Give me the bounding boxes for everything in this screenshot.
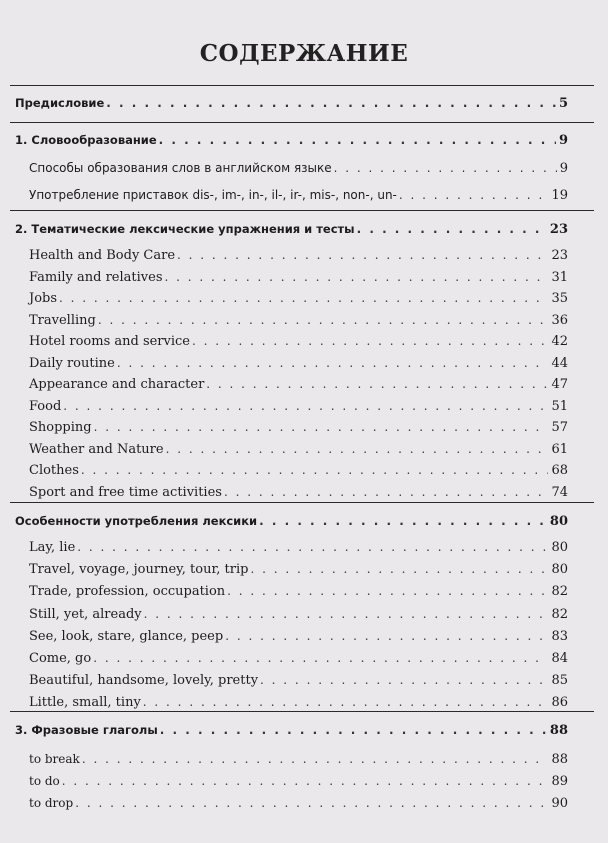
toc-subsection: [29, 626, 568, 646]
dot-leader: [94, 417, 549, 437]
dot-leader: [159, 130, 556, 150]
toc-subsection: [29, 482, 568, 502]
toc-subsection-title: Trade, profession, occupation: [29, 584, 226, 599]
toc-subsection-page: 47: [551, 377, 568, 392]
page-title: СОДЕРЖАНИЕ: [199, 40, 409, 67]
toc-subsection-title: Jobs: [29, 291, 58, 306]
toc-section-title: 2. Тематические лексические упражнения и тесты: [15, 222, 355, 236]
toc-subsection-page: 83: [551, 629, 568, 644]
toc-subsection-title: Appearance and character: [29, 377, 205, 392]
toc-subsection-page: 86: [551, 695, 568, 710]
toc-subsection-page: 82: [551, 584, 568, 599]
toc-subsection-page: 90: [551, 796, 568, 811]
dot-leader: [225, 626, 548, 646]
toc-subsection-title: Family and relatives: [29, 270, 163, 285]
toc-subsection-title: to break: [29, 752, 80, 766]
toc-section-page: 80: [549, 514, 568, 529]
toc-subsection-title: Shopping: [29, 420, 92, 435]
toc-subsection: [29, 417, 568, 437]
toc-subsection-page: 19: [551, 188, 568, 203]
toc-subsection: [29, 793, 568, 813]
toc-subsection: [29, 692, 568, 712]
dot-leader: [227, 581, 548, 601]
toc-subsection: [29, 604, 568, 624]
dot-leader: [357, 219, 547, 239]
dot-leader: [166, 439, 549, 459]
toc-subsection-page: 68: [551, 463, 568, 478]
toc-subsection: [29, 648, 568, 668]
section-divider: [10, 502, 594, 503]
toc-section-page: 23: [549, 222, 568, 237]
toc-subsection-title: Food: [29, 399, 62, 414]
toc-subsection: [29, 771, 568, 791]
dot-leader: [399, 185, 549, 205]
toc-subsection: [29, 749, 568, 769]
toc-subsection: [29, 559, 568, 579]
toc-subsection-page: 80: [551, 540, 568, 555]
toc-subsection: [29, 439, 568, 459]
toc-subsection-title: to drop: [29, 796, 74, 810]
toc-section-page: 9: [558, 133, 568, 148]
toc-subsection-title: Come, go: [29, 651, 92, 666]
toc-subsection: [29, 245, 568, 265]
dot-leader: [59, 288, 548, 308]
toc-subsection-title: See, look, stare, glance, peep: [29, 629, 224, 644]
toc-subsection: [29, 353, 568, 373]
toc-subsection-title: Still, yet, already: [29, 607, 142, 622]
dot-leader: [82, 749, 549, 769]
toc-subsection-page: 42: [551, 334, 568, 349]
dot-leader: [259, 511, 547, 531]
toc-section: [15, 511, 568, 531]
toc-subsection-title: Travel, voyage, journey, tour, trip: [29, 562, 249, 577]
toc-section-title: 1. Словообразование: [15, 133, 157, 147]
dot-leader: [62, 771, 549, 791]
toc-subsection-title: Sport and free time activities: [29, 485, 222, 500]
toc-subsection: [29, 310, 568, 330]
toc-subsection-page: 51: [551, 399, 568, 414]
toc-subsection: [29, 460, 568, 480]
toc-subsection-page: 44: [551, 356, 568, 371]
toc-section-title: 3. Фразовые глаголы: [15, 723, 158, 737]
section-divider: [10, 85, 594, 86]
toc-subsection: [29, 158, 568, 178]
section-divider: [10, 210, 594, 211]
toc-subsection: [29, 267, 568, 287]
toc-subsection-page: 84: [551, 651, 568, 666]
toc-section-title: Особенности употребления лексики: [15, 514, 258, 528]
dot-leader: [93, 648, 548, 668]
dot-leader: [75, 793, 548, 813]
toc-subsection: [29, 537, 568, 557]
toc-subsection-page: 85: [551, 673, 568, 688]
toc-subsection-page: 31: [551, 270, 568, 285]
toc-section: [15, 219, 568, 239]
dot-leader: [206, 374, 548, 394]
toc-subsection: [29, 374, 568, 394]
dot-leader: [144, 604, 549, 624]
toc-subsection-page: 36: [551, 313, 568, 328]
dot-leader: [177, 245, 548, 265]
dot-leader: [334, 158, 557, 178]
dot-leader: [143, 692, 549, 712]
dot-leader: [260, 670, 548, 690]
toc-subsection: [29, 331, 568, 351]
toc-subsection-title: Lay, lie: [29, 540, 76, 555]
section-divider: [10, 711, 594, 712]
toc-subsection: [29, 396, 568, 416]
toc-subsection-page: 74: [551, 485, 568, 500]
toc-subsection-page: 35: [551, 291, 568, 306]
toc-section: [15, 93, 568, 113]
section-divider: [10, 122, 594, 123]
toc-subsection-page: 82: [551, 607, 568, 622]
dot-leader: [106, 93, 556, 113]
dot-leader: [165, 267, 549, 287]
toc-subsection-page: 89: [551, 774, 568, 789]
toc-subsection-title: Beautiful, handsome, lovely, pretty: [29, 673, 259, 688]
toc-subsection: [29, 670, 568, 690]
dot-leader: [250, 559, 548, 579]
dot-leader: [77, 537, 548, 557]
toc-section-title: Предисловие: [15, 96, 105, 110]
toc-subsection: [29, 581, 568, 601]
toc-subsection-title: to do: [29, 774, 60, 788]
dot-leader: [98, 310, 549, 330]
dot-leader: [81, 460, 549, 480]
dot-leader: [63, 396, 548, 416]
toc-subsection-page: 61: [551, 442, 568, 457]
toc-subsection-title: Употребление приставок dis-, im-, in-, il-, ir-, mis-, non-, un-: [29, 188, 397, 202]
toc-subsection-page: 9: [559, 161, 568, 176]
toc-subsection-title: Little, small, tiny: [29, 695, 141, 710]
toc-subsection-title: Health and Body Care: [29, 248, 176, 263]
dot-leader: [160, 720, 547, 740]
toc-subsection: [29, 185, 568, 205]
toc-subsection-page: 88: [551, 752, 568, 767]
toc-section-page: 88: [549, 723, 568, 738]
dot-leader: [192, 331, 548, 351]
toc-subsection: [29, 288, 568, 308]
toc-subsection-title: Способы образования слов в английском языке: [29, 161, 332, 175]
toc-section: [15, 720, 568, 740]
toc-section: [15, 130, 568, 150]
toc-subsection-title: Daily routine: [29, 356, 115, 371]
dot-leader: [117, 353, 549, 373]
toc-section-page: 5: [558, 96, 568, 111]
toc-subsection-title: Weather and Nature: [29, 442, 164, 457]
toc-subsection-title: Travelling: [29, 313, 96, 328]
toc-subsection-page: 80: [551, 562, 568, 577]
toc-subsection-page: 57: [551, 420, 568, 435]
dot-leader: [224, 482, 549, 502]
toc-subsection-title: Hotel rooms and service: [29, 334, 191, 349]
toc-subsection-title: Clothes: [29, 463, 79, 478]
toc-subsection-page: 23: [551, 248, 568, 263]
